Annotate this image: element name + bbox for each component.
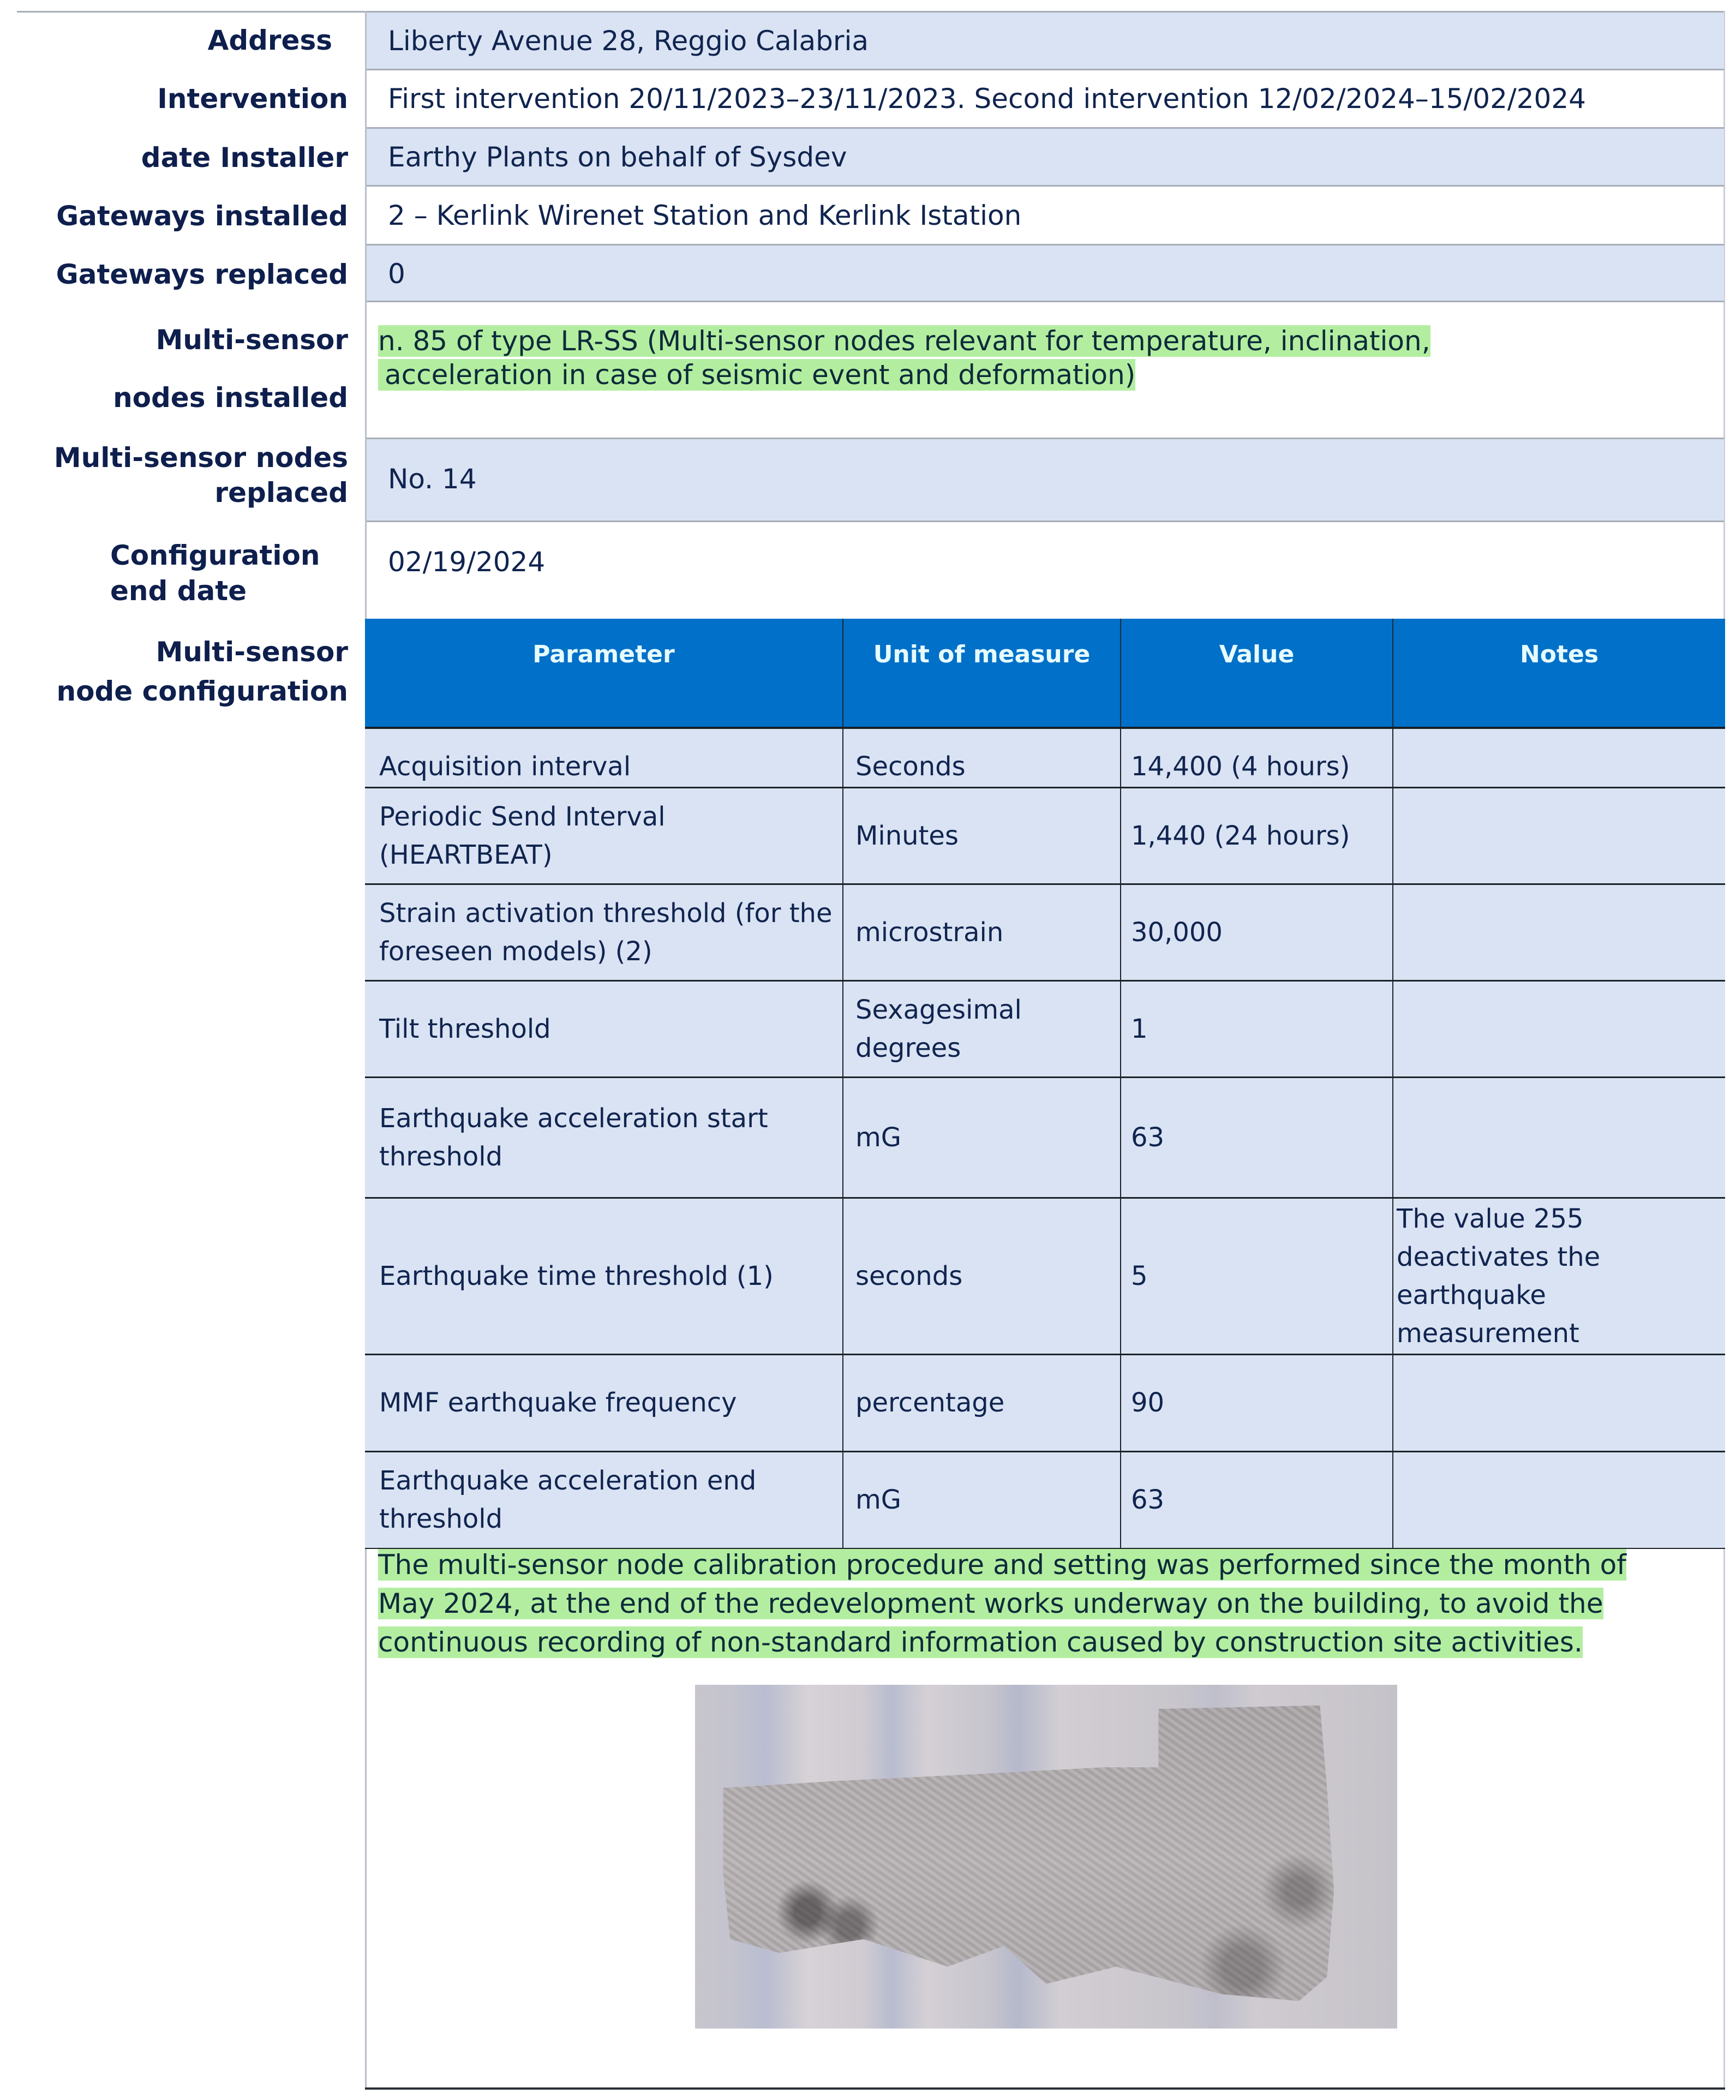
- table-row: [365, 1077, 1725, 1198]
- calibration-note-line: May 2024, at the end of the redevelopment works underway on the building, to avoid the: [378, 1588, 1603, 1619]
- value-nodes-replaced: No. 14: [388, 463, 477, 495]
- label-nodes-installed-line2: nodes installed: [113, 382, 348, 414]
- header-value: Value: [1121, 619, 1393, 728]
- cell-parameter: Tilt threshold: [365, 980, 843, 1077]
- table-row: [365, 787, 1725, 884]
- cell-unit: Minutes: [843, 787, 1121, 884]
- row-band-nodes-replaced: [367, 439, 1724, 521]
- header-parameter: Parameter: [365, 619, 843, 728]
- plaster-sample-photo: [695, 1685, 1397, 2029]
- cell-notes: [1393, 1451, 1725, 1548]
- table-row: [365, 884, 1725, 980]
- cell-parameter: Earthquake time threshold (1): [365, 1198, 843, 1354]
- value-nodes-installed-line1: [378, 324, 1430, 358]
- cell-value: 1: [1121, 980, 1393, 1077]
- label-config-end-date-line1: Configuration: [110, 540, 320, 571]
- label-nodes-replaced-line1: Multi-sensor nodes: [53, 442, 348, 474]
- cell-parameter: Earthquake acceleration end threshold: [365, 1451, 843, 1548]
- label-intervention: Intervention: [157, 83, 348, 115]
- label-gateways-installed: Gateways installed: [56, 200, 348, 232]
- cell-unit: mG: [843, 1077, 1121, 1198]
- label-nodes-replaced-line2: replaced: [214, 477, 348, 508]
- table-header-row: [365, 619, 1725, 728]
- cell-unit: mG: [843, 1451, 1121, 1548]
- cell-value: 30,000: [1121, 884, 1393, 980]
- cell-value: 63: [1121, 1451, 1393, 1548]
- label-node-config-line1: Multi-sensor: [155, 636, 348, 668]
- table-row: [365, 1354, 1725, 1451]
- calibration-note: [378, 1546, 1626, 1662]
- cell-notes: [1393, 787, 1725, 884]
- header-unit: Unit of measure: [843, 619, 1121, 728]
- cell-parameter: Earthquake acceleration start threshold: [365, 1077, 843, 1198]
- value-gateways-installed: 2 – Kerlink Wirenet Station and Kerlink Istation: [388, 200, 1022, 231]
- table-row: [365, 980, 1725, 1077]
- label-address: Address: [207, 25, 332, 56]
- plaster-patch-shape: [695, 1685, 1397, 2029]
- value-intervention: First intervention 20/11/2023–23/11/2023. Second intervention 12/02/2024–15/02/2024: [388, 83, 1586, 115]
- top-border-left: [17, 11, 366, 13]
- cell-unit: Seconds: [843, 728, 1121, 787]
- cell-unit: seconds: [843, 1198, 1121, 1354]
- cell-notes: [1393, 1077, 1725, 1198]
- cell-parameter: Periodic Send Interval (HEARTBEAT): [365, 787, 843, 884]
- cell-value: 14,400 (4 hours): [1121, 728, 1393, 787]
- label-nodes-installed-line1: Multi-sensor: [155, 324, 348, 356]
- cell-notes: [1393, 728, 1725, 787]
- cell-parameter: Strain activation threshold (for the foreseen models) (2): [365, 884, 843, 980]
- value-address: Liberty Avenue 28, Reggio Calabria: [388, 25, 869, 57]
- calibration-note-line: The multi-sensor node calibration procedure and setting was performed since the month of: [378, 1549, 1626, 1581]
- cell-parameter: MMF earthquake frequency: [365, 1354, 843, 1451]
- cell-unit: microstrain: [843, 884, 1121, 980]
- header-notes: Notes: [1393, 619, 1725, 728]
- cell-value: 90: [1121, 1354, 1393, 1451]
- label-installer: date Installer: [141, 142, 348, 173]
- cell-value: 1,440 (24 hours): [1121, 787, 1393, 884]
- row-divider: [367, 520, 1724, 522]
- cell-notes: The value 255 deactivates the earthquake measurement: [1393, 1198, 1725, 1354]
- bottom-border: [365, 2087, 1725, 2090]
- cell-notes: [1393, 884, 1725, 980]
- cell-notes: [1393, 980, 1725, 1077]
- cell-parameter: Acquisition interval: [365, 728, 843, 787]
- cell-unit: percentage: [843, 1354, 1121, 1451]
- calibration-note-line: continuous recording of non-standard information caused by construction site activities.: [378, 1626, 1583, 1658]
- cell-notes: [1393, 1354, 1725, 1451]
- value-gateways-replaced: 0: [388, 258, 405, 290]
- value-nodes-installed-line2: [378, 358, 1135, 392]
- cell-value: 63: [1121, 1077, 1393, 1198]
- node-configuration-table: [365, 619, 1725, 1549]
- cell-value: 5: [1121, 1198, 1393, 1354]
- table-row: [365, 1198, 1725, 1354]
- row-band-gateways-replaced: [367, 246, 1724, 301]
- table-row: [365, 1451, 1725, 1548]
- highlighted-text: acceleration in case of seismic event and deformation): [378, 359, 1135, 391]
- highlighted-text: n. 85 of type LR-SS (Multi-sensor nodes relevant for temperature, inclination,: [378, 325, 1430, 357]
- table-row: [365, 728, 1725, 787]
- value-config-end-date: 02/19/2024: [388, 546, 546, 578]
- label-gateways-replaced: Gateways replaced: [56, 259, 348, 290]
- label-node-config-line2: node configuration: [56, 675, 348, 707]
- label-config-end-date-line2: end date: [110, 575, 247, 607]
- value-installer: Earthy Plants on behalf of Sysdev: [388, 141, 847, 173]
- cell-unit: Sexagesimal degrees: [843, 980, 1121, 1077]
